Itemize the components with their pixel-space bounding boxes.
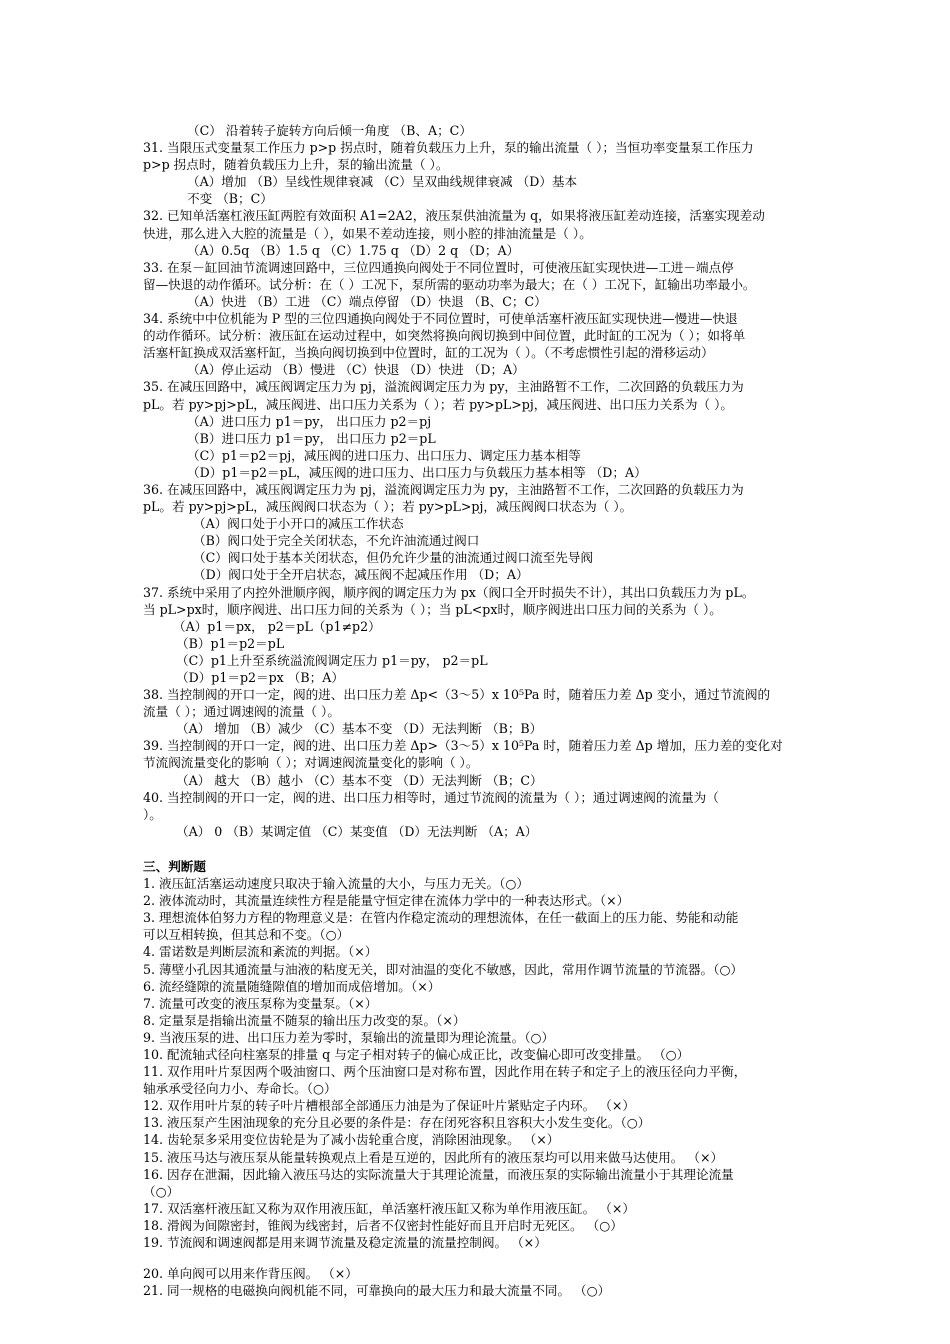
text-line: 2. 液体流动时，其流量连续性方程是能量守恒定律在流体力学中的一种表达形式。（×） bbox=[143, 893, 630, 909]
text-line: （D）阀口处于全开启状态，减压阀不起减压作用 （D；A） bbox=[193, 567, 529, 583]
text-line: 14. 齿轮泵多采用变位齿轮是为了减小齿轮重合度，消除困油现象。 （×） bbox=[143, 1132, 560, 1148]
text-line: 可以互相转换，但其总和不变。（○） bbox=[143, 927, 350, 943]
text-line: （A） 增加 （B）减少 （C）基本不变 （D）无法判断 （B；B） bbox=[176, 721, 543, 737]
text-line: 留—快退的动作循环。试分析：在（ ）工况下，泵所需的驱动功率为最大；在（ ）工况下，缸输出功率最小。 bbox=[143, 276, 756, 292]
text-line: 1. 液压缸活塞运动速度只取决于输入流量的大小，与压力无关。（○） bbox=[143, 876, 529, 892]
text-line: 9. 当液压泵的进、出口压力差为零时，泵输出的流量即为理论流量。（○） bbox=[143, 1029, 555, 1045]
text-line: 16. 因存在泄漏，因此输入液压马达的实际流量大于其理论流量，而液压泵的实际输出流量小于其理论流量 bbox=[143, 1166, 734, 1182]
text-line: （D）p1＝p2＝px （B；A） bbox=[176, 670, 344, 685]
text-line: 19. 节流阀和调速阀都是用来调节流量及稳定流量的流量控制阀。 （×） bbox=[143, 1235, 547, 1250]
text-line: 38. 当控制阀的开口一定，阀的进、出口压力差 Δp<（3～5）x 10⁵Pa 时，随着压力差 Δp 变小，通过节流阀的 bbox=[143, 687, 771, 703]
text-line: ）。 bbox=[143, 806, 162, 822]
text-line: 快进，那么进入大腔的流量是（ ），如果不差动连接，则小腔的排油流量是（ ）。 bbox=[143, 225, 592, 241]
text-line: （C）p1上升至系统溢流阀调定压力 p1＝py， p2＝pL bbox=[176, 652, 488, 668]
text-line: 6. 流经缝隙的流量随缝隙值的增加而成倍增加。（×） bbox=[143, 978, 441, 994]
text-line: 活塞杆缸换成双活塞杆缸，当换向阀切换到中位置时，缸的工况为（ ）。（不考虑惯性引起的滑移运动） bbox=[143, 345, 714, 361]
text-line: 的动作循环。试分析：液压缸在运动过程中，如突然将换向阀切换到中间位置，此时缸的工况为（ ）；如将单 bbox=[143, 328, 746, 344]
text-line: 5. 薄壁小孔因其通流量与油液的粘度无关，即对油温的变化不敏感，因此，常用作调节流量的节流器。（○） bbox=[143, 961, 744, 977]
text-line: （C）p1＝p2＝pj，减压阀的进口压力、出口压力、调定压力基本相等 bbox=[187, 447, 581, 463]
section-title: 三、判断题 bbox=[143, 858, 206, 874]
text-line: 4. 雷诺数是判断层流和紊流的判据。（×） bbox=[143, 944, 378, 960]
text-line: （A）0.5q （B）1.5 q （C）1.75 q （D）2 q （D；A） bbox=[187, 242, 520, 258]
text-line: 10. 配流轴式径向柱塞泵的排量 q 与定子相对转子的偏心成正比，改变偏心即可改变排量。 （○） bbox=[143, 1046, 690, 1062]
text-line: 34. 系统中中位机能为 P 型的三位四通换向阀处于不同位置时，可使单活塞杆液压缸实现快进—慢进—快退 bbox=[143, 311, 738, 327]
text-line: 21. 同一规格的电磁换向阀机能不同，可靠换向的最大压力和最大流量不同。 （○） bbox=[143, 1283, 611, 1299]
true-false-section-continued bbox=[143, 1265, 810, 1299]
text-line: pL。若 py>pj>pL，减压阀进、出口压力关系为（ ）；若 py>pL>pj，减压阀进、出口压力关系为（ ）。 bbox=[143, 396, 733, 412]
true-false-section bbox=[143, 875, 810, 1251]
text-line: （A）阀口处于小开口的减压工作状态 bbox=[193, 516, 404, 532]
text-line: 8. 定量泵是指输出流量不随泵的输出压力改变的泵。（×） bbox=[143, 1012, 466, 1028]
text-line: 17. 双活塞杆液压缸又称为双作用液压缸，单活塞杆液压缸又称为单作用液压缸。 （×） bbox=[143, 1200, 635, 1216]
text-line: pL。若 py>pj>pL，减压阀阀口状态为（ ）；若 py>pL>pj，减压阀阀口状态为（ ）。 bbox=[143, 499, 633, 515]
text-line: （A） 0 （B）某调定值 （C）某变值 （D）无法判断 （A；A） bbox=[176, 823, 538, 839]
text-line: 18. 滑阀为间隙密封，锥阀为线密封，后者不仅密封性能好而且开启时无死区。 （○） bbox=[143, 1217, 623, 1233]
text-line: 3. 理想流体伯努力方程的物理意义是：在管内作稳定流动的理想流体，在任一截面上的压力能、势能和动能 bbox=[143, 910, 739, 926]
text-line: 15. 液压马达与液压泵从能量转换观点上看是互逆的，因此所有的液压泵均可以用来做马达使用。 （×） bbox=[143, 1149, 724, 1165]
text-line: （B）阀口处于完全关闭状态，不允许油流通过阀口 bbox=[193, 533, 480, 549]
text-line: 35. 在减压回路中，减压阀调定压力为 pj，溢流阀调定压力为 py，主油路暂不工作，二次回路的负载压力为 bbox=[143, 379, 744, 395]
text-line: 37. 系统中采用了内控外泄顺序阀，顺序阀的调定压力为 px（阀口全开时损失不计），其出口负载压力为 pL。 bbox=[143, 584, 755, 600]
document-body bbox=[143, 122, 810, 1299]
text-line: （C）阀口处于基本关闭状态，但仍允许少量的油流通过阀口流至先导阀 bbox=[193, 550, 594, 566]
text-line: 32. 已知单活塞杠液压缸两腔有效面积 A1=2A2，液压泵供油流量为 q，如果将液压缸差动连接，活塞实现差动 bbox=[143, 208, 765, 224]
text-line: 轴承承受径向力小、寿命长。（○） bbox=[143, 1081, 337, 1097]
text-line: 36. 在减压回路中，减压阀调定压力为 pj，溢流阀调定压力为 py，主油路暂不工作，二次回路的负载压力为 bbox=[143, 481, 744, 497]
text-line: （A）停止运动 （B）慢进 （C）快退 （D）快进 （D；A） bbox=[187, 362, 525, 378]
text-line: 节流阀流量变化的影响（ ）；对调速阀流量变化的影响（ ）。 bbox=[143, 755, 479, 771]
text-line: 不变 （B；C） bbox=[187, 191, 273, 207]
text-line: 33. 在泵－缸回油节流调速回路中，三位四通换向阀处于不同位置时，可使液压缸实现快进—工进－端点停 bbox=[143, 259, 734, 275]
text-line: 31. 当限压式变量泵工作压力 p>p 拐点时，随着负载压力上升，泵的输出流量（ ）；当恒功率变量泵工作压力 bbox=[143, 140, 754, 156]
text-line: （B）进口压力 p1＝py， 出口压力 p2＝pL bbox=[187, 430, 436, 446]
text-line: 当 pL>px时，顺序阀进、出口压力间的关系为（ ）；当 pL<px时，顺序阀进出口压力间的关系为（ ）。 bbox=[143, 601, 722, 617]
text-line: （A）p1＝px， p2＝pL（p1≠p2） bbox=[173, 618, 381, 634]
text-line: 流量（ ）；通过调速阀的流量（ ）。 bbox=[143, 704, 340, 720]
text-line: （A） 越大 （B）越小 （C）基本不变 （D）无法判断 （B；C） bbox=[176, 772, 543, 788]
text-line: 11. 双作用叶片泵因两个吸油窗口、两个压油窗口是对称布置，因此作用在转子和定子上的液压径向力平衡， bbox=[143, 1064, 747, 1080]
text-line: （B）p1＝p2＝pL bbox=[176, 635, 285, 651]
multiple-choice-section bbox=[143, 122, 810, 840]
text-line: （A）增加 （B）呈线性规律衰减 （C）呈双曲线规律衰减 （D）基本 bbox=[187, 174, 578, 190]
text-line: （A）进口压力 p1＝py， 出口压力 p2＝pj bbox=[187, 413, 432, 429]
text-line: 7. 流量可改变的液压泵称为变量泵。（×） bbox=[143, 995, 378, 1011]
text-line: （A）快进 （B）工进 （C）端点停留 （D）快退 （B、C；C） bbox=[187, 293, 547, 309]
text-line: （D）p1＝p2＝pL，减压阀的进口压力、出口压力与负载压力基本相等 （D；A） bbox=[187, 464, 647, 480]
text-line: （C） 沿着转子旋转方向后倾一角度 （B、A；C） bbox=[187, 123, 472, 138]
text-line: （○） bbox=[143, 1183, 180, 1199]
text-line: 13. 液压泵产生困油现象的充分且必要的条件是：存在闭死容积且容积大小发生变化。（○） bbox=[143, 1115, 651, 1131]
text-line: 40. 当控制阀的开口一定，阀的进、出口压力相等时，通过节流阀的流量为（ ）；通过调速阀的流量为（ bbox=[143, 789, 719, 805]
text-line: p>p 拐点时，随着负载压力上升，泵的输出流量（ ）。 bbox=[143, 157, 449, 173]
text-line: 39. 当控制阀的开口一定，阀的进、出口压力差 Δp>（3～5）x 10⁵Pa 时，随着压力差 Δp 增加，压力差的变化对 bbox=[143, 738, 783, 754]
text-line: 12. 双作用叶片泵的转子叶片槽根部全部通压力油是为了保证叶片紧贴定子内环。 （×） bbox=[143, 1098, 635, 1114]
text-line: 20. 单向阀可以用来作背压阀。 （×） bbox=[143, 1266, 358, 1282]
